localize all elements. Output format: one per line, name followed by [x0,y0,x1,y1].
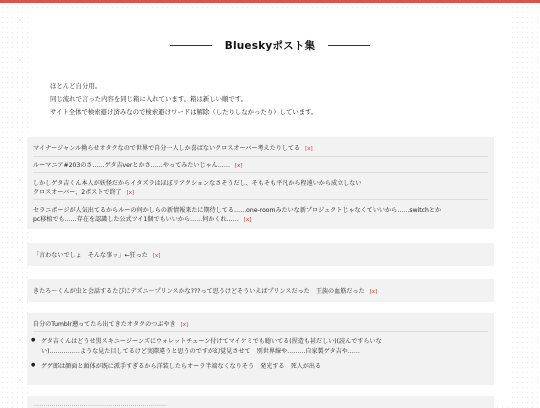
post-text: クロスオーバー、2ポストで終了 [x] [33,189,135,196]
post-text: ………………………………………………………… [33,401,168,408]
post-link[interactable]: [x] [152,253,161,259]
title-rule-right [328,45,370,46]
post-text: きたろ〜くんが虫と会話するたびにデズニ〜プリンスかな???って思うけどそういえばプリンスだった 王族の血筋だった [x] [33,288,378,295]
post-box [27,396,494,408]
post-link[interactable]: [x] [126,190,135,196]
page-title: Blueskyポスト集 [224,39,316,52]
post-box [27,137,494,229]
post-link[interactable]: [x] [180,322,189,328]
post-text: セラニポージが人気出てるからルーの何かしらの新情報来たに期待してる……one-roomみたいな新プロジェクトじゃなくていいから……switchとか [33,207,442,214]
post-link[interactable]: [x] [234,163,243,169]
intro-line: サイト全体で検索避け済みなので検索避けワードは解除（したりしなかったり）しています。 [50,108,318,116]
list-item: ● ゲゲ郎は顔面と頭体が既に派手すぎるから洋装したらオーラ半端なくなりそう 発光する 死人が出る [41,361,321,370]
intro-text [50,80,500,119]
post-box [27,279,494,302]
post-text: ルーマニア#203のさ……ゲタ吉verとかさ……やってみたいじゃん…… [x] [33,162,243,169]
post-text: 「言わないでしょ そんな事ッ」←狂った [x] [33,252,161,259]
post-divider [33,156,488,157]
post-text: 自分のTumblr遡ってたら出てきたオタクのつぶやき [x] [33,321,189,328]
top-accent-bar [0,0,540,3]
list-item: ● ゲタ吉くんはどうせ黒スキニージーンズにウォレットチェーン付けてマイケミでも聴いてる(捏造も甚だしい)(読んですらいな [41,336,382,345]
post-link[interactable]: [x] [305,146,313,152]
post-text: い)……………ような見た目してるけど実際違うと思うのですが幻覚見させて 別世界線や………自家製ゲタ吉や…… [41,348,360,355]
post-box [27,313,494,385]
intro-line: ほとんど自分用。 [50,82,102,90]
page-header [30,37,510,53]
post-box [27,243,494,266]
post-divider [33,331,488,332]
post-divider [33,199,488,200]
post-text: pc移植でも……存在を認識した公式ツイ1個でもいいから……何かくれ…… [x] [33,216,252,223]
post-text: しかしゲタ吉くん本人が妖怪だからイタズラはほぼリアクションなさそうだし、そもそも平凡から程遠いから成立しない [33,180,362,187]
title-rule-left [170,45,212,46]
post-divider [33,172,488,173]
post-link[interactable]: [x] [369,289,378,295]
post-link[interactable]: [x] [243,217,252,223]
intro-line: 同じ流れで言った内容を同じ箱に入れています。箱は新しい順です。 [50,95,248,103]
post-text: マイナージャンル拗らせオタクなので世界で自分一人しか喜ばないクロスオーバー考えたりしてる [x] [33,145,313,152]
